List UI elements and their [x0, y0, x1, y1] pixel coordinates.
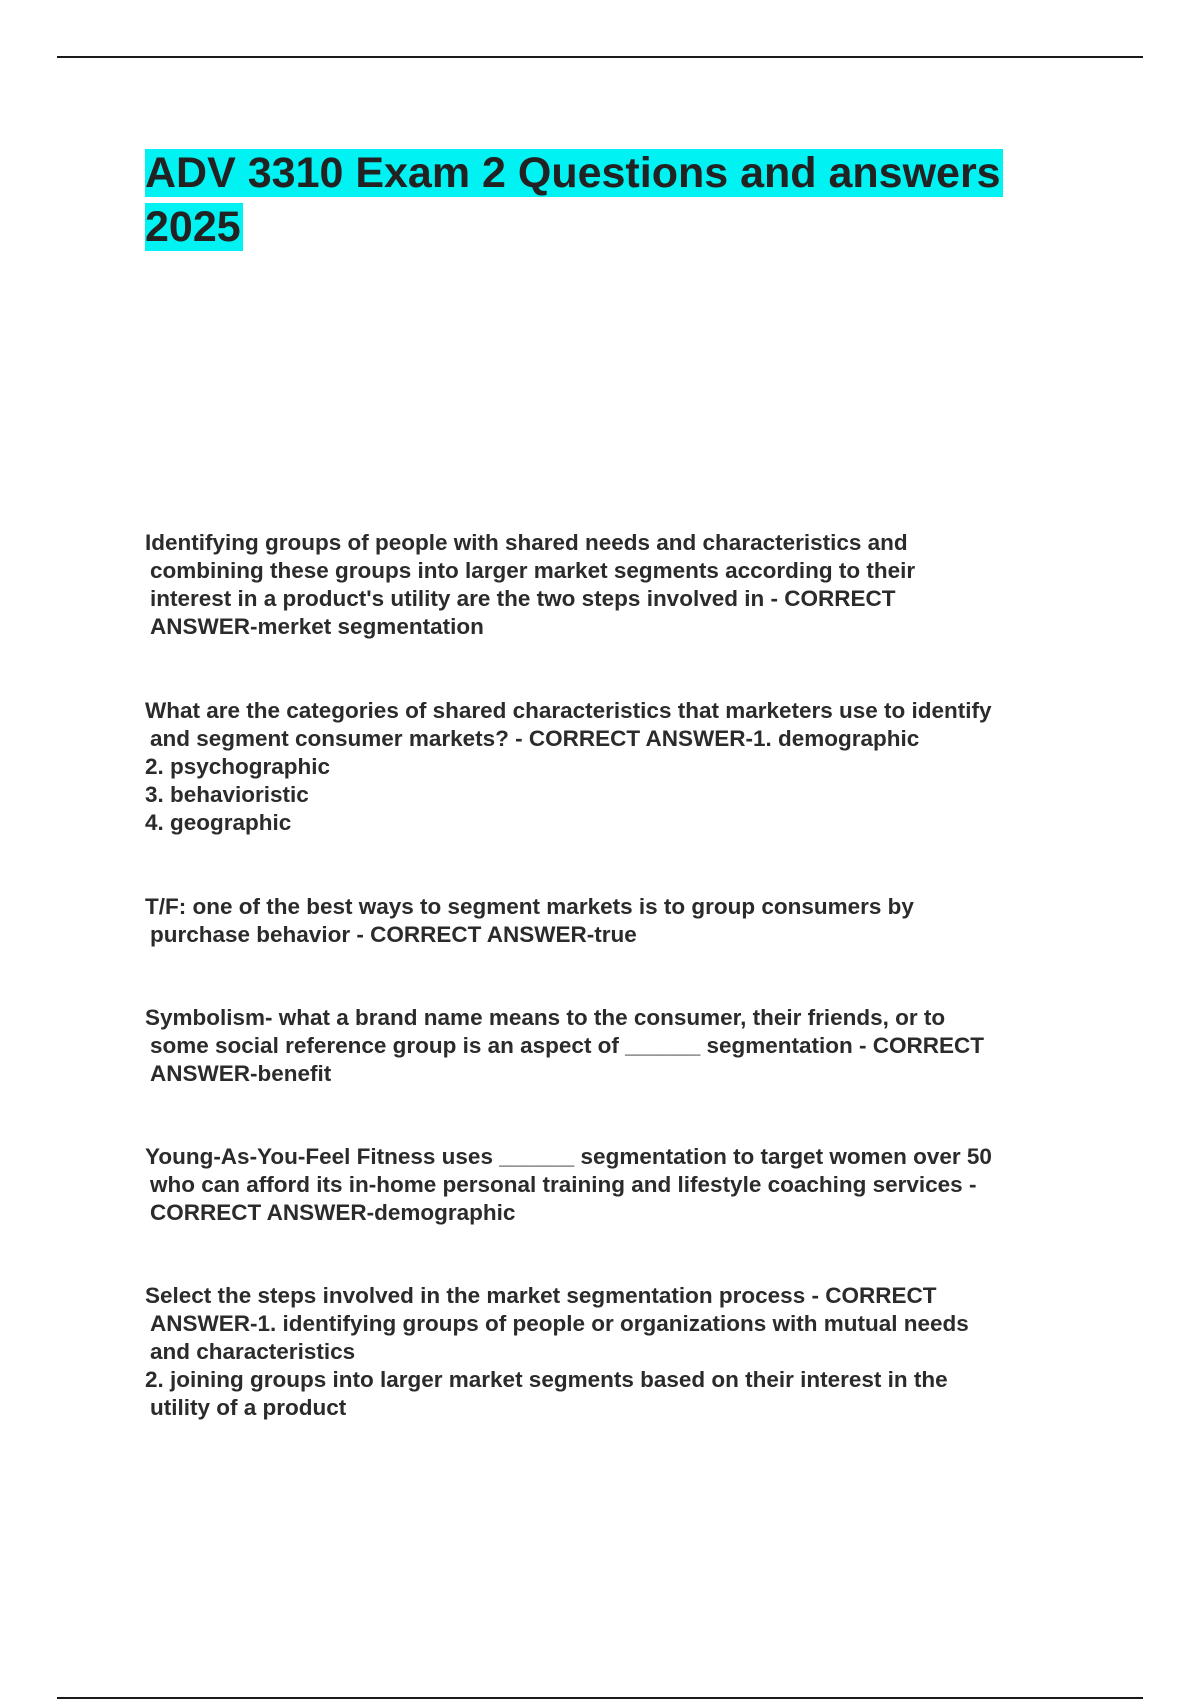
qa-line: interest in a product's utility are the two steps involved in - CORRECT — [150, 586, 896, 611]
qa-line: and segment consumer markets? - CORRECT ANSWER-1. demographic — [150, 726, 920, 751]
qa-item-6 — [145, 1282, 1085, 1422]
qa-line: combining these groups into larger market segments according to their — [150, 558, 916, 583]
qa-line: Select the steps involved in the market segmentation process - CORRECT — [145, 1283, 937, 1308]
qa-line: 2. psychographic — [145, 754, 331, 779]
qa-line: utility of a product — [150, 1395, 347, 1420]
qa-line: ANSWER-benefit — [150, 1061, 332, 1086]
title-block — [145, 146, 1085, 254]
qa-item-3 — [145, 893, 1085, 949]
qa-line: Identifying groups of people with shared needs and characteristics and — [145, 530, 908, 555]
qa-item-4 — [145, 1004, 1085, 1088]
qa-line: who can afford its in-home personal training and lifestyle coaching services - — [150, 1172, 977, 1197]
qa-line: ANSWER-merket segmentation — [150, 614, 484, 639]
qa-line: 2. joining groups into larger market segments based on their interest in the — [145, 1367, 948, 1392]
qa-line: What are the categories of shared characteristics that marketers use to identify — [145, 698, 992, 723]
qa-line: purchase behavior - CORRECT ANSWER-true — [150, 922, 637, 947]
qa-item-1 — [145, 529, 1085, 641]
qa-item-2 — [145, 697, 1085, 837]
qa-line: and characteristics — [150, 1339, 356, 1364]
qa-line: some social reference group is an aspect of ______ segmentation - CORRECT — [150, 1033, 985, 1058]
qa-line: Symbolism- what a brand name means to the consumer, their friends, or to — [145, 1005, 946, 1030]
qa-line: ANSWER-1. identifying groups of people or organizations with mutual needs — [150, 1311, 969, 1336]
qa-line: 3. behavioristic — [145, 782, 309, 807]
top-rule — [57, 56, 1143, 58]
qa-line: 4. geographic — [145, 810, 292, 835]
qa-line: Young-As-You-Feel Fitness uses ______ segmentation to target women over 50 — [145, 1144, 992, 1169]
title-line-2: 2025 — [145, 203, 241, 251]
qa-line: T/F: one of the best ways to segment markets is to group consumers by — [145, 894, 914, 919]
qa-item-5 — [145, 1143, 1085, 1227]
title-line-1: ADV 3310 Exam 2 Questions and answers — [145, 149, 1001, 197]
document-title — [145, 146, 1085, 254]
bottom-rule — [57, 1697, 1143, 1699]
qa-line: CORRECT ANSWER-demographic — [150, 1200, 516, 1225]
